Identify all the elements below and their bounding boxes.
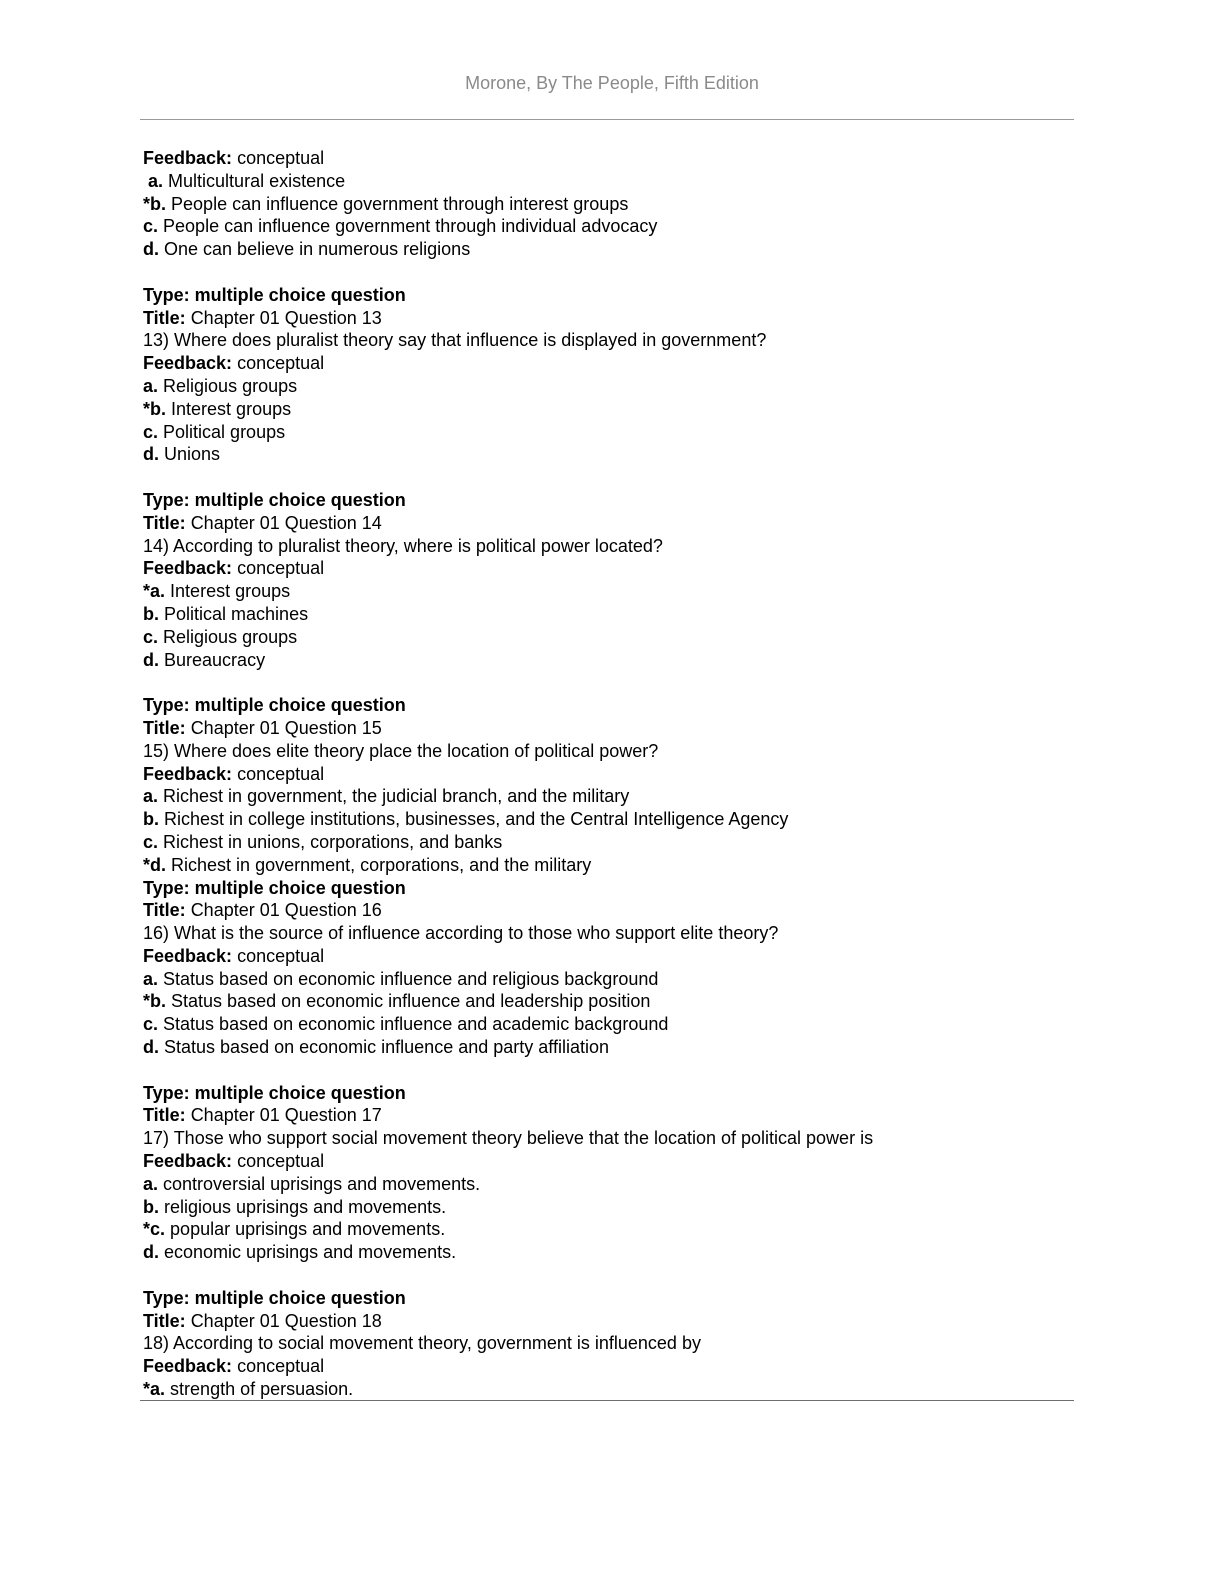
- question-block: [143, 284, 1063, 466]
- option-letter: d.: [143, 1242, 159, 1263]
- option-text: Richest in unions, corporations, and banks: [163, 831, 503, 852]
- option-line: [143, 968, 1063, 991]
- feedback-value: conceptual: [237, 1356, 325, 1377]
- option-text: Status based on economic influence and religious background: [163, 968, 659, 989]
- header-rule: [140, 119, 1074, 120]
- option-line: [143, 1036, 1063, 1059]
- option-text: One can believe in numerous religions: [164, 239, 471, 260]
- option-text: Unions: [164, 444, 221, 465]
- option-line: [143, 831, 1063, 854]
- title-label: Title:: [143, 1105, 186, 1126]
- title-label: Title:: [143, 1310, 186, 1331]
- option-letter: *a.: [143, 581, 166, 602]
- title-value: Chapter 01 Question 14: [190, 512, 382, 533]
- question-type: [143, 489, 1063, 512]
- type-label: Type: multiple choice question: [143, 489, 406, 510]
- option-text: strength of persuasion.: [170, 1379, 354, 1400]
- option-line: [143, 580, 1063, 603]
- feedback-line: [143, 147, 1063, 170]
- option-text: Interest groups: [171, 398, 292, 419]
- option-line: [143, 443, 1063, 466]
- type-label: Type: multiple choice question: [143, 284, 406, 305]
- option-text: Multicultural existence: [168, 170, 346, 191]
- question-block: [143, 489, 1063, 671]
- option-text: Status based on economic influence and party affiliation: [164, 1037, 609, 1058]
- question-block: [143, 1287, 1063, 1401]
- option-line: [143, 808, 1063, 831]
- type-label: Type: multiple choice question: [143, 877, 406, 898]
- option-letter: a.: [143, 1173, 159, 1194]
- option-line: [143, 215, 1063, 238]
- spacer: [143, 261, 1063, 284]
- question-prompt: 14) According to pluralist theory, where is political power located?: [143, 535, 663, 556]
- option-line: [143, 1218, 1063, 1241]
- title-label: Title:: [143, 512, 186, 533]
- spacer: [143, 1264, 1063, 1287]
- document-body: [143, 147, 1063, 1401]
- feedback-line: [143, 352, 1063, 375]
- feedback-value: conceptual: [237, 353, 325, 374]
- question-prompt: 16) What is the source of influence according to those who support elite theory?: [143, 923, 779, 944]
- option-letter: d.: [143, 1037, 159, 1058]
- question-title: [143, 1310, 1063, 1333]
- option-letter: d.: [143, 649, 159, 670]
- option-letter: *c.: [143, 1219, 166, 1240]
- option-letter: b.: [143, 809, 159, 830]
- footer-rule: [140, 1400, 1074, 1401]
- feedback-line: [143, 945, 1063, 968]
- feedback-value: conceptual: [237, 945, 325, 966]
- feedback-value: conceptual: [237, 763, 325, 784]
- option-line: [143, 785, 1063, 808]
- question-title: [143, 1104, 1063, 1127]
- question-block: [143, 877, 1063, 1059]
- option-line: [143, 1196, 1063, 1219]
- title-value: Chapter 01 Question 18: [190, 1310, 382, 1331]
- feedback-value: conceptual: [237, 1151, 325, 1172]
- question-type: [143, 877, 1063, 900]
- spacer: [143, 466, 1063, 489]
- option-letter: c.: [143, 216, 159, 237]
- option-line: [143, 398, 1063, 421]
- question-title: [143, 717, 1063, 740]
- option-letter: c.: [143, 626, 159, 647]
- option-text: Political groups: [163, 421, 286, 442]
- option-text: Richest in government, the judicial branch, and the military: [163, 786, 630, 807]
- type-label: Type: multiple choice question: [143, 1287, 406, 1308]
- question-title: [143, 307, 1063, 330]
- option-letter: d.: [143, 444, 159, 465]
- option-letter: *a.: [143, 1379, 166, 1400]
- feedback-line: [143, 1150, 1063, 1173]
- feedback-value: conceptual: [237, 558, 325, 579]
- question-title: [143, 899, 1063, 922]
- option-letter: a.: [148, 170, 164, 191]
- feedback-label: Feedback:: [143, 1356, 233, 1377]
- option-letter: b.: [143, 603, 159, 624]
- option-text: Status based on economic influence and leadership position: [171, 991, 651, 1012]
- question-block: [143, 694, 1063, 876]
- type-label: Type: multiple choice question: [143, 1082, 406, 1103]
- feedback-label: Feedback:: [143, 763, 233, 784]
- feedback-label: Feedback:: [143, 1151, 233, 1172]
- option-text: Richest in college institutions, businesses, and the Central Intelligence Agency: [164, 809, 789, 830]
- option-text: religious uprisings and movements.: [164, 1196, 447, 1217]
- question-prompt: 18) According to social movement theory, government is influenced by: [143, 1333, 701, 1354]
- option-line: [143, 854, 1063, 877]
- feedback-label: Feedback:: [143, 353, 233, 374]
- option-line: [143, 1173, 1063, 1196]
- option-letter: a.: [143, 786, 159, 807]
- feedback-line: [143, 557, 1063, 580]
- feedback-line: [143, 763, 1063, 786]
- option-line: [143, 626, 1063, 649]
- option-text: Religious groups: [163, 375, 298, 396]
- feedback-line: [143, 1355, 1063, 1378]
- page-header: Morone, By The People, Fifth Edition: [465, 73, 759, 93]
- option-letter: c.: [143, 1014, 159, 1035]
- title-value: Chapter 01 Question 15: [190, 717, 382, 738]
- option-text: Status based on economic influence and academic background: [163, 1014, 669, 1035]
- option-text: economic uprisings and movements.: [164, 1242, 457, 1263]
- option-letter: *b.: [143, 398, 167, 419]
- spacer: [143, 671, 1063, 694]
- option-text: People can influence government through interest groups: [171, 193, 629, 214]
- question-prompt: 15) Where does elite theory place the location of political power?: [143, 740, 659, 761]
- option-line: [143, 990, 1063, 1013]
- option-text: Political machines: [164, 603, 309, 624]
- question-fragment: [143, 147, 1063, 261]
- question-type: [143, 1287, 1063, 1310]
- feedback-value: conceptual: [237, 148, 325, 168]
- option-text: People can influence government through individual advocacy: [163, 216, 658, 237]
- option-line: [143, 649, 1063, 672]
- type-label: Type: multiple choice question: [143, 695, 406, 716]
- option-text: Bureaucracy: [164, 649, 266, 670]
- question-prompt: 17) Those who support social movement theory believe that the location of political power is: [143, 1128, 874, 1149]
- option-line: [143, 238, 1063, 261]
- question-prompt: 13) Where does pluralist theory say that influence is displayed in government?: [143, 330, 767, 351]
- option-letter: d.: [143, 239, 159, 260]
- question-type: [143, 1082, 1063, 1105]
- option-line: [143, 170, 1063, 193]
- option-line: [143, 193, 1063, 216]
- option-text: popular uprisings and movements.: [170, 1219, 446, 1240]
- title-label: Title:: [143, 900, 186, 921]
- title-value: Chapter 01 Question 16: [190, 900, 382, 921]
- spacer: [143, 1059, 1063, 1082]
- title-value: Chapter 01 Question 13: [190, 307, 382, 328]
- option-text: controversial uprisings and movements.: [163, 1173, 481, 1194]
- option-line: [143, 1241, 1063, 1264]
- question-title: [143, 512, 1063, 535]
- title-value: Chapter 01 Question 17: [190, 1105, 382, 1126]
- option-letter: a.: [143, 968, 159, 989]
- option-line: [143, 421, 1063, 444]
- feedback-label: Feedback:: [143, 148, 233, 168]
- option-line: [143, 603, 1063, 626]
- feedback-label: Feedback:: [143, 945, 233, 966]
- option-letter: *b.: [143, 193, 167, 214]
- option-line: [143, 375, 1063, 398]
- option-letter: c.: [143, 421, 159, 442]
- option-line: [143, 1013, 1063, 1036]
- option-text: Interest groups: [170, 581, 291, 602]
- feedback-label: Feedback:: [143, 558, 233, 579]
- option-letter: c.: [143, 831, 159, 852]
- option-text: Religious groups: [163, 626, 298, 647]
- option-text: Richest in government, corporations, and the military: [171, 854, 592, 875]
- title-label: Title:: [143, 717, 186, 738]
- option-line: [143, 1378, 1063, 1401]
- option-letter: b.: [143, 1196, 159, 1217]
- question-type: [143, 284, 1063, 307]
- option-letter: *d.: [143, 854, 167, 875]
- option-letter: *b.: [143, 991, 167, 1012]
- question-block: [143, 1082, 1063, 1264]
- option-letter: a.: [143, 375, 159, 396]
- title-label: Title:: [143, 307, 186, 328]
- question-type: [143, 694, 1063, 717]
